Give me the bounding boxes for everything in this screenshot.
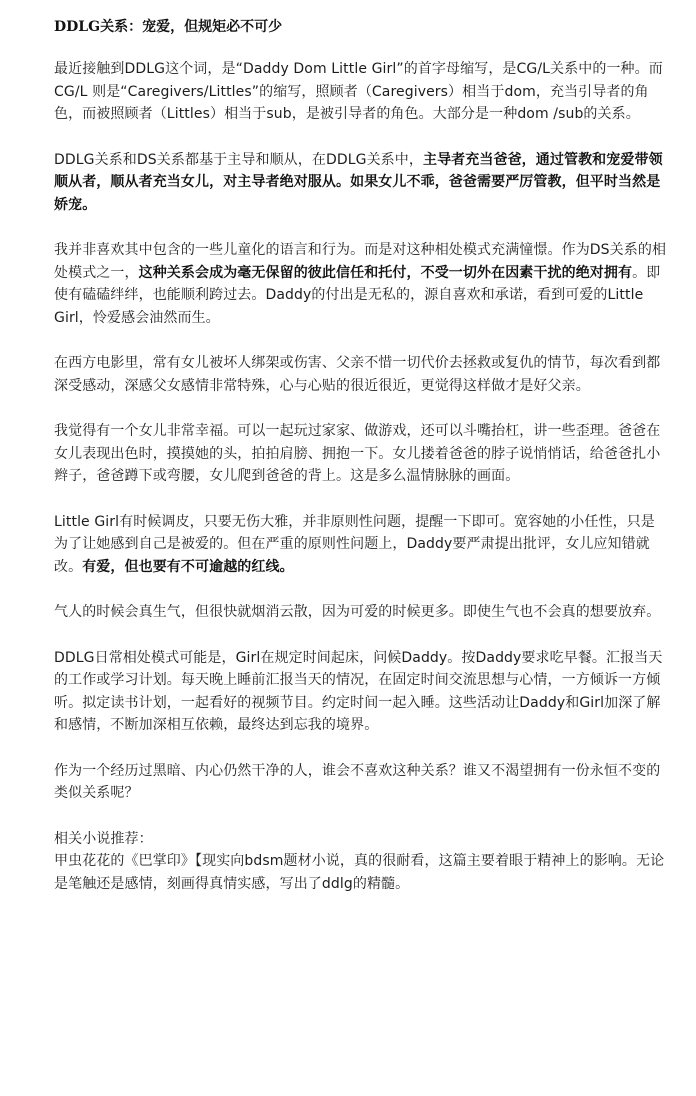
article-body [54, 58, 668, 805]
body-paragraph [54, 239, 668, 329]
body-paragraph [54, 647, 668, 737]
recommend-text: 甲虫花花的《巴掌印》【现实向bdsm题材小说，真的很耐看，这篇主要着眼于精神上的影响。无论是笔触还是感情，刻画得真情实感，写出了ddlg的精髓。 [54, 853, 665, 892]
body-paragraph [54, 352, 668, 397]
bold-text: 主导者充当爸爸，通过管教和宠爱带领顺从者，顺从者充当女儿，对主导者绝对服从。如果女儿不乖，爸爸需要严厉管教，但平时当然是娇宠。 [54, 151, 663, 213]
paragraph-text: 。即使有磕磕绊绊，也能顺利跨过去。Daddy的付出是无私的，源自喜欢和承诺，看到可爱的Little Girl，怜爱感会油然而生。 [54, 264, 661, 326]
body-paragraph [54, 149, 668, 217]
article-title: DDLG关系：宠爱，但规矩必不可少 [54, 19, 283, 35]
paragraph-text: DDLG日常相处模式可能是，Girl在规定时间起床，问候Daddy。按Daddy要求吃早餐。汇报当天的工作或学习计划。每天晚上睡前汇报当天的情况，在固定时间交流思想与心情，一方倾诉一方倾听。拟定读书计划，一起看好的视频节目。约定时间一起入睡。这些活动让Daddy和Girl加深了解和感情，不断加深相互依赖，最终达到忘我的境界。 [54, 649, 663, 733]
paragraph-text: 我觉得有一个女儿非常幸福。可以一起玩过家家、做游戏，还可以斗嘴抬杠，讲一些歪理。爸爸在女儿表现出色时，摸摸她的头，拍拍肩膀、拥抱一下。女儿搂着爸爸的脖子说悄悄话，给爸爸扎小辫子，爸爸蹲下或弯腰，女儿爬到爸爸的背上。这是多么温情脉脉的画面。 [54, 423, 661, 484]
paragraph-text: DDLG关系和DS关系都基于主导和顺从，在DDLG关系中， [54, 151, 423, 168]
paragraph-text: 作为一个经历过黑暗、内心仍然干净的人，谁会不喜欢这种关系？谁又不渴望拥有一份永恒不变的类似关系呢？ [54, 762, 661, 801]
paragraph-text: 最近接触到DDLG这个词，是“Daddy Dom Little Girl”的首字母缩写，是CG/L关系中的一种。而CG/L 则是“Caregivers/Littles”的缩写，照顾者（Caregivers）相当于dom，充当引导者的角色，而被照顾者（Littles）相当于sub，是被引导者的角色。大部分是一种dom /sub的关系。 [54, 61, 663, 122]
paragraph-text: 在西方电影里，常有女儿被坏人绑架或伤害、父亲不惜一切代价去拯救或复仇的情节，每次看到都深受感动，深感父女感情非常特殊，心与心贴的很近很近，更觉得这样做才是好父亲。 [54, 355, 661, 394]
body-paragraph [54, 420, 668, 488]
recommend-heading: 相关小说推荐： [54, 830, 153, 847]
paragraph-text: 气人的时候会真生气，但很快就烟消云散，因为可爱的时候更多。即使生气也不会真的想要放弃。 [54, 604, 661, 620]
bold-text: 有爱，但也要有不可逾越的红线。 [82, 558, 294, 575]
body-paragraph [54, 58, 668, 126]
body-paragraph [54, 601, 668, 624]
bold-text: 这种关系会成为毫无保留的彼此信任和托付，不受一切外在因素干扰的绝对拥有 [138, 264, 633, 281]
body-paragraph [54, 511, 668, 579]
body-paragraph [54, 760, 668, 805]
paragraph-text: Little Girl有时候调皮，只要无伤大雅，并非原则性问题，提醒一下即可。宽容她的小任性，只是为了让她感到自己是被爱的。但在严重的原则性问题上，Daddy要严肃提出批评，女儿应知错就改。 [54, 513, 655, 575]
paragraph-text: 我并非喜欢其中包含的一些儿童化的语言和行为。而是对这种相处模式充满憧憬。作为DS关系的相处模式之一， [54, 242, 667, 281]
